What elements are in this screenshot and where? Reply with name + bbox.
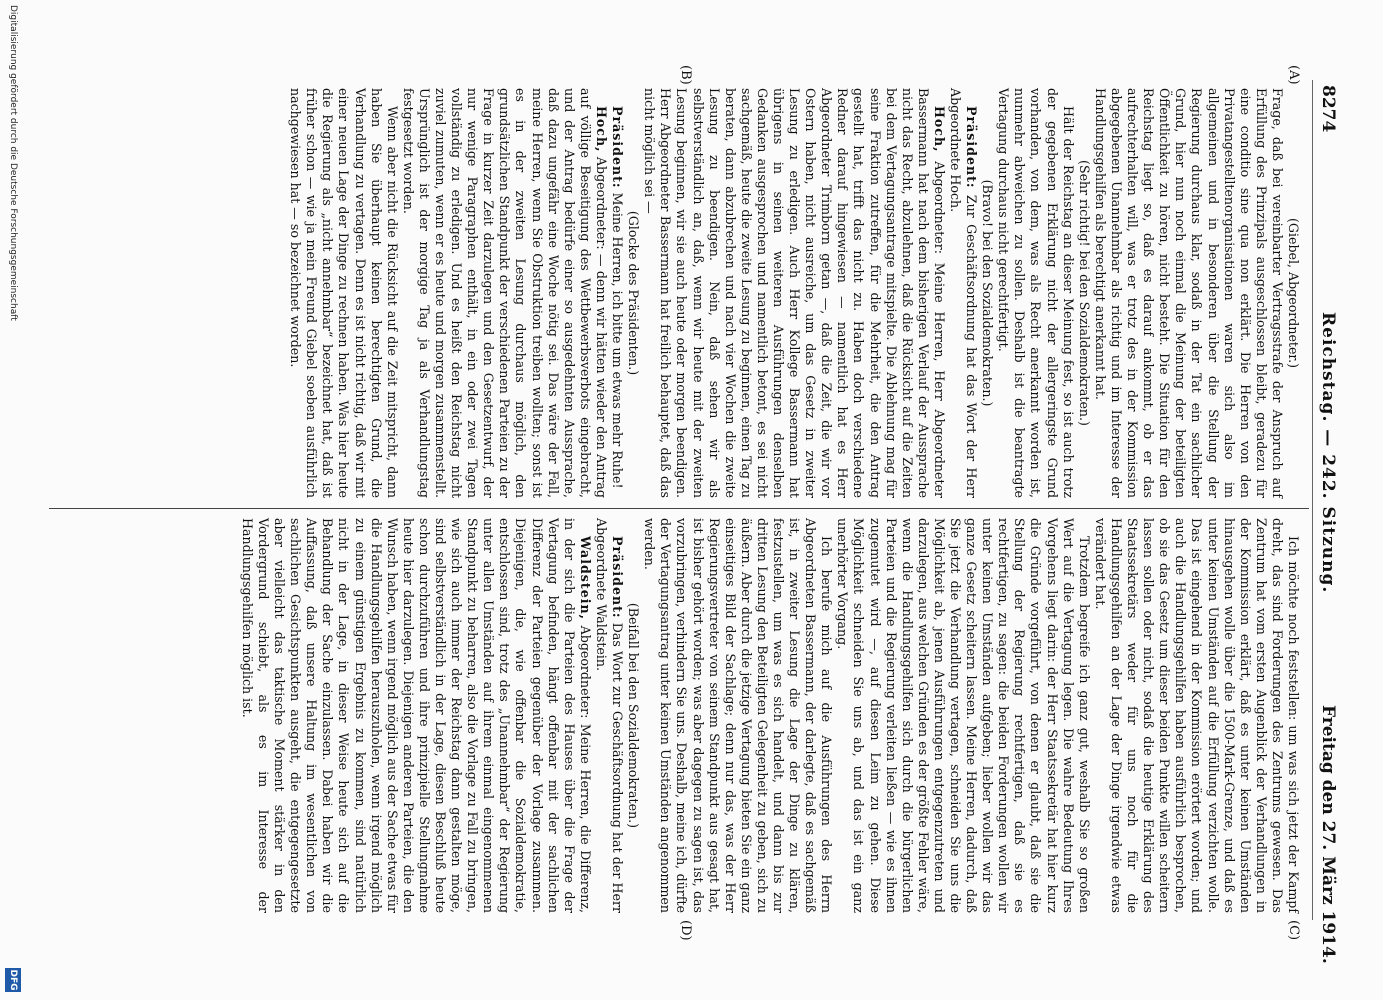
speech-text: Das Wort zur Geschäftsordnung hat der Herr Abgeordnete Waldstein.	[593, 518, 626, 913]
speech-paragraph	[239, 518, 593, 913]
interjection: (Giebel, Abgeordneter.)	[1286, 218, 1301, 368]
interjection: (Sehr richtig! bei den Sozialdemokraten.)	[1076, 160, 1092, 426]
left-column	[287, 88, 1301, 498]
header-date: Freitag den 27. März 1914.	[1318, 705, 1338, 964]
interjection: (Glocke des Präsidenten.)	[626, 210, 642, 376]
speech-paragraph	[609, 88, 625, 498]
speech-text: Zur Geschäftsordnung hat das Wort der Herr Abgeordnete Hoch.	[948, 88, 980, 498]
paragraph: Hält der Reichstag an dieser Meinung fest, so ist auch trotz der gegebenen Erklärung nicht der allergeringste Grund vorhanden, von dem, was als Recht anerkannt worden ist, nunmehr abweichen zu sollen. Deshalb ist die beantragte Vertagung durchaus nicht gerechtfertigt.	[996, 88, 1076, 498]
paragraph: Ich möchte noch feststellen: um was sich jetzt der Kampf dreht, das sind Forderungen des Zentrums gewesen. Das Zentrum hat vom ersten Augenblick der Verhandlungen in der Kommission erklärt, daß es unter keinen Umständen hinausgehen wolle über die 1500-Mark-Grenze, und daß es unter keinen Umständen auf die Erfüllung verzichten wolle. Das ist eingehend in der Kommission erörtert worden; und auch die Handlungsgehilfen haben ausführlich besprochen, ob sie das Gesetz um dieser beiden Punkte willen scheitern lassen sollen oder nicht, sodaß die heutige Erklärung des Staatssekretärs weder für uns noch für die Handlungsgehilfen an der Lage der Dinge irgendwie etwas verändert hat.	[1092, 518, 1301, 913]
header-title: Reichstag. — 242. Sitzung.	[1318, 312, 1338, 594]
speech-text: Abgeordneter: — denn wir hätten wieder den Antrag auf völlige Beseitigung des Wettbewerbsverbots eingebracht, und der Antrag bedürfe einer so ausgedehnten Aussprache, daß dazu ungefähr eine Woche nötig sei. Das wäre der Fall, meine Herren, wenn Sie Obstruktion treiben wollten; sonst ist es in der zweiten Lesung durchaus möglich, den grundsätzlichen Standpunkt der verschiedenen Parteien zu der Frage in kurzer Zeit darzulegen und den Gesetzentwurf, der nur wenige Paragraphen enthält, in ein oder zwei Tagen vollständig zu erledigen. Und es heißt den Reichstag nicht zuviel zumuten, wenn er es heute und morgen zusammenstellt. Ursprünglich ist der morgige Tag ja als Verhandlungstag festgesetzt worden.	[400, 88, 609, 498]
right-column	[239, 518, 1301, 913]
speech-text: Abgeordneter: Meine Herren, die Differenz, in der sich die Parteien des Hauses über die Frage der Vertagung befinden, hängt offenbar mit der sachlichen Differenz der Parteien gegenüber der Vorlage zusammen. Diejenigen, die, wie offenbar die Sozialdemokratie, entschlossen sind, trotz des „Unannehmbar“ der Regierung unter allen Umständen auf ihrem einmal eingenommenen Standpunkt zu beharren, also die Vorlage zu Fall zu bringen, wie sich auch immer der Reichstag dann gestalten möge, sind selbstverständlich in der Lage, diesen Beschluß heute schon durchzuführen und ihre prinzipielle Stellungnahme heute hier darzulegen. Diejenigen anderen Parteien, die den Wunsch haben, wenn irgend möglich aus der Sache etwas für die Handlungsgehilfen herauszuholen, wenn irgend möglich zu einem günstigen Ergebnis zu kommen, sind natürlich nicht in der Lage, in dieser Weise heute sich auf die Behandlung der Sache einzulassen. Dabei haben wir die Auffassung, daß unsere Haltung im wesentlichen von sachlichen Gesichtspunkten ausgeht, die entgegengesetzte aber vielleicht das taktische Moment stärker in den Vordergrund schiebt, als es im Interesse der Handlungsgehilfen möglich ist.	[239, 518, 593, 913]
speech-paragraph	[400, 88, 609, 498]
dfg-logo: DFG	[5, 968, 21, 992]
page-header	[1310, 0, 1338, 1000]
speech-text: Meine Herren, ich bitte um etwas mehr Ruhe!	[610, 192, 626, 489]
speaker-name: Hoch,	[593, 106, 609, 153]
paragraph: Ich berufe mich auf die Ausführungen des Herrn Abgeordneten Bassermann, der darlegte, daß es sachgemäß ist, in zweiter Lesung die Lage der Dinge zu klären, festzustellen, um was es sich handelt, und dann bis zur dritten Lesung den Beteiligten Gelegenheit zu geben, sich zu äußern. Aber durch die jetzige Vertagung bieten Sie ein ganz einseitiges Bild der Sachlage; denn nur das, was der Herr Regierungsvertreter von seinem Standpunkt aus gesagt hat, ist bisher gehört worden; was aber dagegen zu sagen ist, das vorzubringen, verhindern Sie uns. Deshalb, meine ich, dürfte der Vertagungsantrag unter keinen Umständen angenommen werden.	[642, 518, 835, 913]
paragraph: Trotzdem begreife ich ganz gut, weshalb Sie so großen Wert auf die Vertagung legen. Die wahre Bedeutung Ihres Vorgehens liegt darin: der Herr Staatssekretär hat hier kurz die Gründe vorgeführt, von denen er glaubt, daß sie die Stellung der Regierung rechtfertigen, daß sie es rechtfertigen, zu sagen: die beiden Forderungen wollen wir unter keinen Umständen aufgeben; lieber wollen wir das ganze Gesetz scheitern lassen. Meine Herren, dadurch, daß Sie jetzt die Verhandlung vertagen, schneiden Sie uns die Möglichkeit ab, jenen Ausführungen entgegenzutreten und darzulegen, aus welchen Gründen es der größte Fehler wäre, wenn die Handlungsgehilfen sich durch die bürgerlichen Parteien und die Regierung verleiten ließen — wie es ihnen zugemutet wird —, auf diesen Leim zu gehen. Diese Möglichkeit schneiden Sie uns ab, und das ist ein ganz unerhörter Vorgang.	[835, 518, 1092, 913]
speech-paragraph	[641, 88, 947, 498]
margin-marker-c: (C)	[1286, 920, 1301, 941]
column-divider	[49, 508, 1309, 509]
speaker-name: Waldstein,	[577, 536, 593, 621]
speech-text: Abgeordneter: Meine Herren, Herr Abgeordneter Bassermann hat nach dem bisherigen Verlauf der Aussprache nicht das Recht, abzulehnen, daß die Rücksicht auf die Zeiten bei dem Vertagungsantrage mitspielte. Die Ablehnung mag für seine Fraktion zutreffen, für die Mehrheit, die den Antrag gestellt hat, trifft das nicht zu. Haben doch verschiedene Redner darauf hingewiesen — namentlich hat es Herr Abgeordneter Trimborn getan —, daß die Zeit, die wir vor Ostern haben, nicht ausreiche, um das Gesetz in zweiter Lesung zu erledigen. Auch Herr Kollege Bassermann hat übrigens in seinen weiteren Ausführungen denselben Gedanken ausgesprochen und namentlich betont, es sei nicht sachgemäß, heute die zweite Lesung zu beginnen, einen Tag zu beraten, dann abzubrechen und nach vier Wochen die zweite Lesung zu beendigen. Nein, daß sehen wir als selbstverständlich an, daß, wenn wir heute mit der zweiten Lesung beginnen, wir sie auch heute oder morgen beendigen. Herr Abgeordneter Bassermann hat freilich behauptet, daß das nicht möglich sei —	[642, 88, 947, 498]
margin-marker-b: (B)	[678, 65, 693, 85]
paragraph: Frage, daß bei vereinbarter Vertragsstrafe der Anspruch auf Erfüllung des Prinzipals ausgeschlossen bleibt, geradezu für eine conditio sine qua non erklärt. Die Herren von den Privatangestelltenorganisationen waren sich also im allgemeinen und in besonderen über die Stellung der Regierung durchaus klar, sodaß in der Tat ein sachlicher Grund, hier nun noch einmal die Meinung der beteiligten Öffentlichkeit zu hören, nicht besteht. Die Situation für den Reichstag liegt so, daß es darauf ankommt, ob er das aufrechterhalten will, was er trotz des in der Kommission abgegebenen Unannehmbar als richtig und im Interesse der Handlungsgehilfen als berechtigt anerkannt hat.	[1092, 88, 1285, 498]
margin-marker-a: (A)	[1286, 65, 1301, 85]
speaker-name: Präsident:	[964, 106, 980, 189]
funding-note: Digitalisierung gefördert durch die Deutsche Forschungsgemeinschaft	[8, 5, 18, 321]
margin-marker-d: (D)	[678, 920, 693, 941]
speaker-name: Präsident:	[610, 536, 626, 619]
speaker-name: Hoch,	[931, 106, 947, 153]
interjection: (Bravo! bei den Sozialdemokraten.)	[980, 179, 996, 407]
speaker-name: Präsident:	[610, 106, 626, 189]
speech-paragraph	[593, 518, 625, 913]
header-rule	[1312, 80, 1313, 920]
interjection: (Beifall bei den Sozialdemokraten.)	[626, 602, 642, 829]
paragraph: Wenn aber nicht die Rücksicht auf die Zeit mitspricht, dann haben Sie überhaupt keinen berechtigten Grund, die Verhandlung zu vertagen. Denn es ist nicht richtig, daß wir mit einer neuen Lage der Dinge zu rechnen haben. Was hier heute die Regierung als „nicht annehmbar“ bezeichnet hat, daß ist früher schon — wie ja mein Freund Giebel soeben ausführlich nachgewiesen hat — so bezeichnet worden.	[288, 88, 400, 498]
speech-paragraph	[947, 88, 979, 498]
page-number: 8274	[1318, 85, 1338, 133]
